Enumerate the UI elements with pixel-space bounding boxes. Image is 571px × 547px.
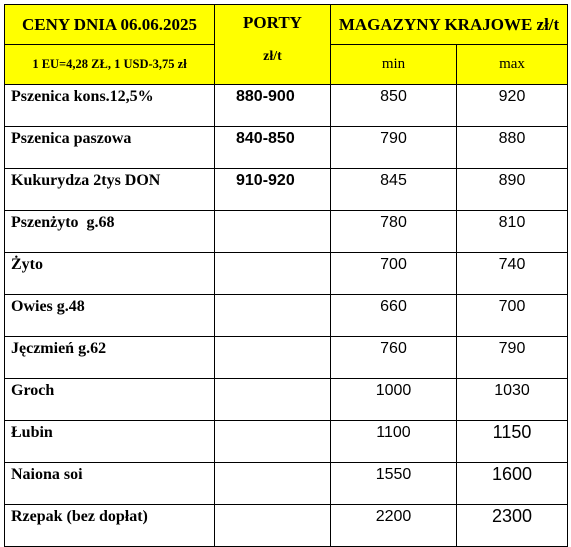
row-name: Jęczmień g.62 — [5, 337, 215, 379]
row-name: Owies g.48 — [5, 295, 215, 337]
row-port-price: 880-900 — [215, 85, 331, 127]
row-max-price: 880 — [457, 127, 568, 169]
table-row — [5, 85, 568, 127]
header-ports-title: PORTY — [243, 13, 302, 32]
row-port-price — [215, 295, 331, 337]
table-row — [5, 295, 568, 337]
header-min: min — [331, 45, 457, 85]
table-row — [5, 379, 568, 421]
row-max-price: 810 — [457, 211, 568, 253]
row-name: Groch — [5, 379, 215, 421]
row-min-price: 2200 — [331, 505, 457, 547]
table-row — [5, 169, 568, 211]
table-row — [5, 253, 568, 295]
row-name: Pszenica paszowa — [5, 127, 215, 169]
row-port-price: 910-920 — [215, 169, 331, 211]
row-max-price: 1150 — [457, 421, 568, 463]
header-warehouses: MAGAZYNY KRAJOWE zł/t — [331, 5, 568, 45]
row-port-price — [215, 379, 331, 421]
row-max-price: 700 — [457, 295, 568, 337]
table-row — [5, 211, 568, 253]
row-port-price — [215, 337, 331, 379]
row-name: Pszenica kons.12,5% — [5, 85, 215, 127]
row-port-price — [215, 505, 331, 547]
header-ports-unit: zł/t — [263, 49, 282, 64]
header-ports — [215, 5, 331, 85]
row-name: Naiona soi — [5, 463, 215, 505]
row-name: Rzepak (bez dopłat) — [5, 505, 215, 547]
row-name: Żyto — [5, 253, 215, 295]
row-min-price: 660 — [331, 295, 457, 337]
price-table — [4, 4, 568, 547]
table-row — [5, 337, 568, 379]
row-min-price: 1550 — [331, 463, 457, 505]
row-min-price: 1100 — [331, 421, 457, 463]
row-name: Łubin — [5, 421, 215, 463]
row-min-price: 845 — [331, 169, 457, 211]
table-row — [5, 421, 568, 463]
table-row — [5, 127, 568, 169]
table-row — [5, 463, 568, 505]
row-port-price — [215, 421, 331, 463]
row-port-price: 840-850 — [215, 127, 331, 169]
row-min-price: 1000 — [331, 379, 457, 421]
row-max-price: 740 — [457, 253, 568, 295]
row-min-price: 850 — [331, 85, 457, 127]
row-min-price: 780 — [331, 211, 457, 253]
header-max: max — [457, 45, 568, 85]
row-max-price: 2300 — [457, 505, 568, 547]
table-row — [5, 505, 568, 547]
row-port-price — [215, 211, 331, 253]
row-port-price — [215, 463, 331, 505]
row-max-price: 790 — [457, 337, 568, 379]
row-port-price — [215, 253, 331, 295]
row-max-price: 920 — [457, 85, 568, 127]
header-exchange-rates: 1 EU=4,28 ZŁ, 1 USD-3,75 zł — [5, 45, 215, 85]
header-title: CENY DNIA 06.06.2025 — [5, 5, 215, 45]
row-max-price: 890 — [457, 169, 568, 211]
row-min-price: 760 — [331, 337, 457, 379]
row-name: Kukurydza 2tys DON — [5, 169, 215, 211]
row-max-price: 1600 — [457, 463, 568, 505]
row-max-price: 1030 — [457, 379, 568, 421]
row-min-price: 700 — [331, 253, 457, 295]
row-name: Pszenżyto g.68 — [5, 211, 215, 253]
row-min-price: 790 — [331, 127, 457, 169]
